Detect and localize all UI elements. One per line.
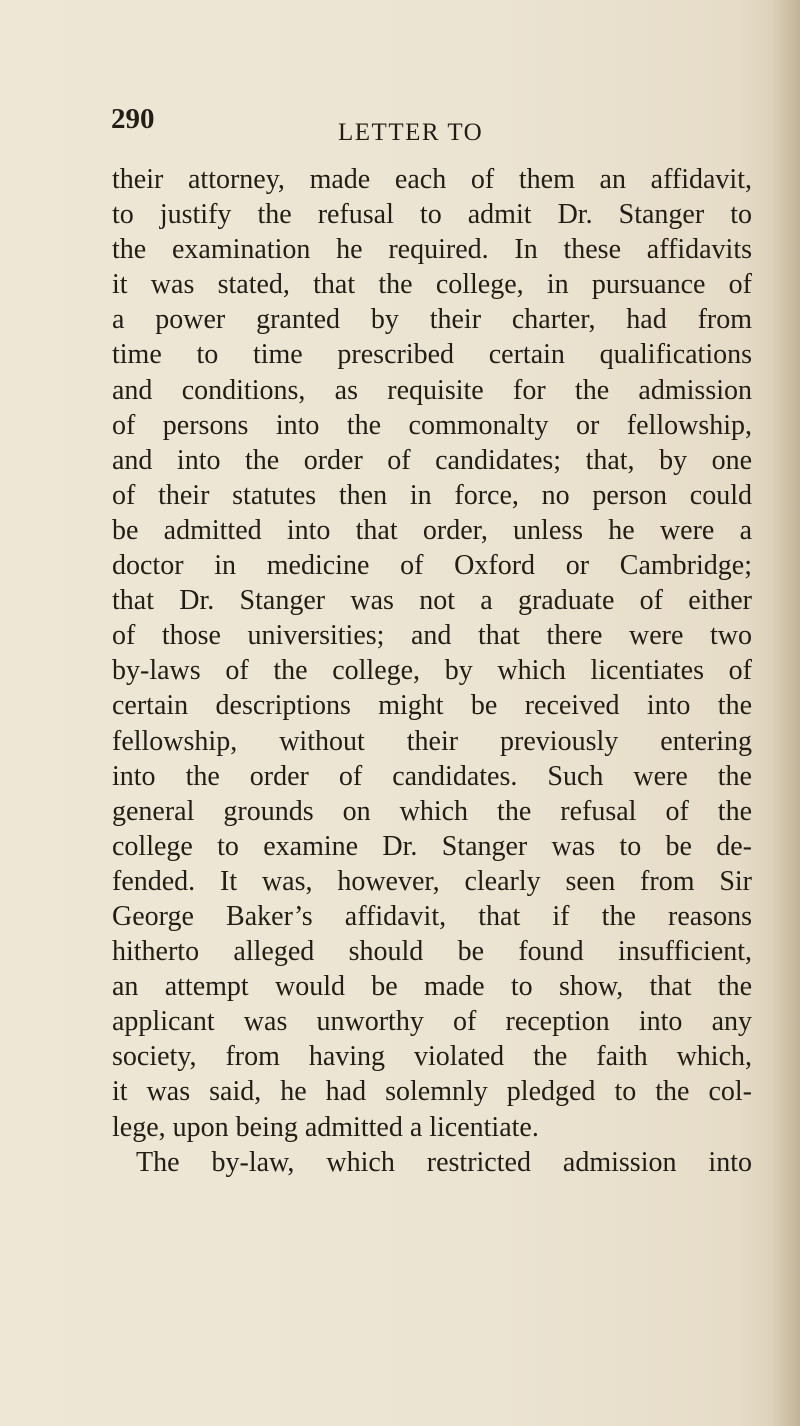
text-line: a power granted by their charter, had from (112, 304, 752, 336)
text-line: applicant was unworthy of reception into any (112, 1006, 752, 1038)
text-line: of those universities; and that there were two (112, 620, 752, 652)
text-line: college to examine Dr. Stanger was to be de- (112, 830, 752, 862)
text-line: into the order of candidates. Such were the (112, 760, 752, 792)
running-head: LETTER TO (338, 119, 484, 146)
text-line: it was stated, that the college, in pursuance of (112, 269, 752, 301)
text-line: and conditions, as requisite for the admission (112, 374, 752, 406)
text-line: time to time prescribed certain qualifications (112, 339, 752, 371)
text-line: hitherto alleged should be found insufficient, (112, 936, 752, 968)
text-line: the examination he required. In these affidavits (112, 234, 752, 266)
text-line: lege, upon being admitted a licentiate. (112, 1111, 539, 1143)
text-line: George Baker’s affidavit, that if the reasons (112, 900, 752, 932)
text-line: fended. It was, however, clearly seen from Sir (112, 865, 752, 897)
text-line: of persons into the commonalty or fellowship, (112, 409, 752, 441)
text-line: society, from having violated the faith which, (112, 1041, 752, 1073)
text-line: general grounds on which the refusal of the (112, 795, 752, 827)
text-line: it was said, he had solemnly pledged to the col- (112, 1076, 752, 1108)
text-line: an attempt would be made to show, that the (112, 971, 752, 1003)
body-text (112, 162, 752, 1180)
text-line: and into the order of candidates; that, by one (112, 444, 752, 476)
text-line: by-laws of the college, by which licentiates of (112, 655, 752, 687)
text-line: to justify the refusal to admit Dr. Stanger to (112, 199, 752, 231)
text-line: fellowship, without their previously entering (112, 725, 752, 757)
page-number: 290 (111, 103, 155, 135)
text-line: doctor in medicine of Oxford or Cambridge; (112, 550, 752, 582)
text-line: certain descriptions might be received into the (112, 690, 752, 722)
text-line: their attorney, made each of them an affidavit, (112, 164, 752, 195)
text-line: The by-law, which restricted admission into (136, 1146, 752, 1178)
text-line: that Dr. Stanger was not a graduate of either (112, 585, 752, 617)
text-line: of their statutes then in force, no person could (112, 479, 752, 511)
text-line: be admitted into that order, unless he were a (112, 514, 752, 546)
page-edge-shadow (770, 0, 800, 1426)
